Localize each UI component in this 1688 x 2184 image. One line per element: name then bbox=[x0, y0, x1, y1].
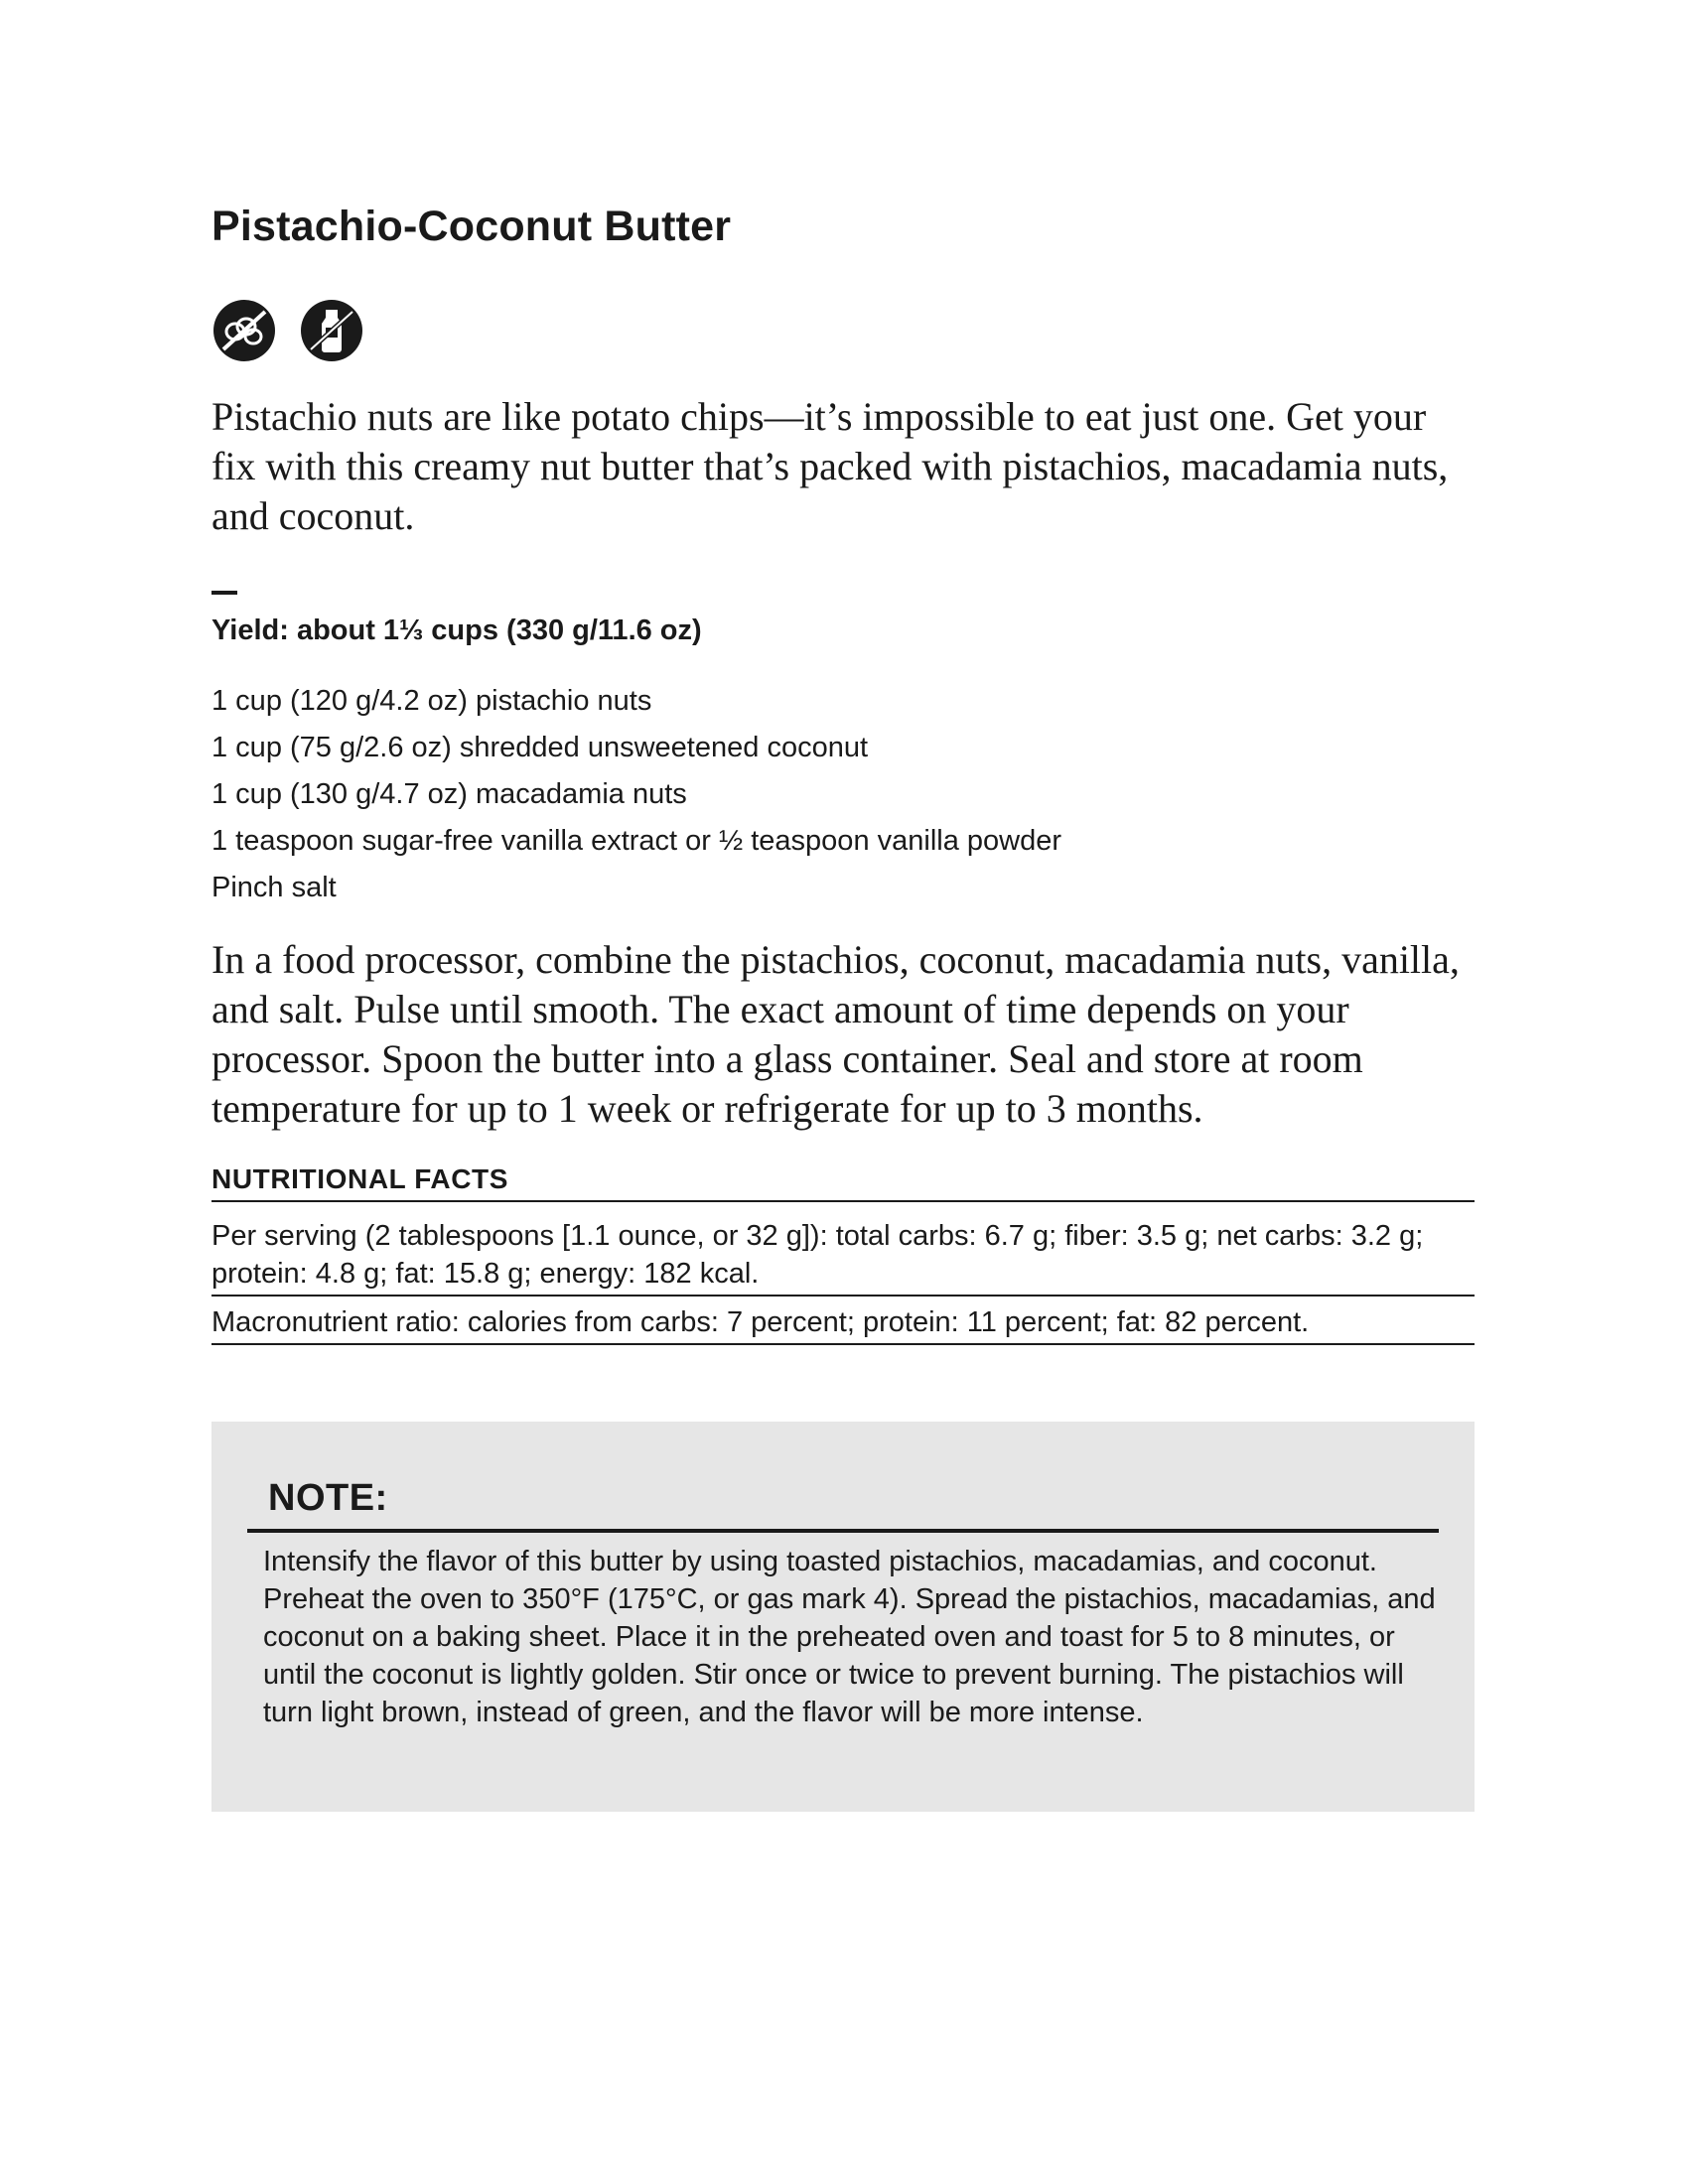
ingredient-item: 1 teaspoon sugar-free vanilla extract or ½ teaspoon vanilla powder bbox=[211, 825, 1062, 857]
dairy-free-icon bbox=[211, 298, 277, 363]
ingredient-item: 1 cup (120 g/4.2 oz) pistachio nuts bbox=[211, 685, 652, 717]
recipe-directions: In a food processor, combine the pistachios, coconut, macadamia nuts, vanilla, and salt. Pulse until smooth. The exact amount of time depends on your processor. Spoon the butter into a glass container. Seal and store at room temperature for up to 1 week or refrigerate for up to 3 months. bbox=[211, 937, 1460, 1131]
nutrition-heading: NUTRITIONAL FACTS bbox=[211, 1163, 509, 1194]
note-text: Intensify the flavor of this butter by using toasted pistachios, macadamias, and coconut. Preheat the oven to 350°F (175°C, or gas mark 4). Spread the pistachios, macadamias, and coconut on a baking sheet. Place it in the preheated oven and toast for 5 to 8 minutes, or until the coconut is lightly golden. Stir once or twice to prevent burning. The pistachios will turn light brown, instead of green, and the flavor will be more intense. bbox=[263, 1546, 1436, 1728]
ingredient-item: Pinch salt bbox=[211, 872, 337, 903]
recipe-yield: Yield: about 1⅓ cups (330 g/11.6 oz) bbox=[211, 614, 702, 646]
nutrition-table bbox=[211, 1200, 1475, 1345]
nutrition-per-serving: Per serving (2 tablespoons [1.1 ounce, or 32 g]): total carbs: 6.7 g; fiber: 3.5 g; net carbs: 3.2 g; protein: 4.8 g; fat: 15.8 g; energy: 182 kcal. bbox=[211, 1202, 1475, 1297]
recipe-intro: Pistachio nuts are like potato chips—it’s impossible to eat just one. Get your fix with this creamy nut butter that’s packed with pistachios, macadamia nuts, and coconut. bbox=[211, 394, 1449, 538]
vegetarian-bottle-icon bbox=[299, 298, 364, 363]
nutrition-macro-ratio: Macronutrient ratio: calories from carbs: 7 percent; protein: 11 percent; fat: 82 percent. bbox=[211, 1297, 1475, 1345]
diet-icons bbox=[211, 298, 364, 363]
ingredient-list bbox=[211, 678, 1061, 911]
section-dash bbox=[211, 591, 237, 595]
note-title: NOTE: bbox=[268, 1477, 388, 1519]
note-box bbox=[211, 1422, 1475, 1812]
recipe-title: Pistachio-Coconut Butter bbox=[211, 203, 732, 250]
ingredient-item: 1 cup (75 g/2.6 oz) shredded unsweetened coconut bbox=[211, 732, 869, 763]
note-rule bbox=[247, 1529, 1439, 1533]
ingredient-item: 1 cup (130 g/4.7 oz) macadamia nuts bbox=[211, 778, 687, 810]
